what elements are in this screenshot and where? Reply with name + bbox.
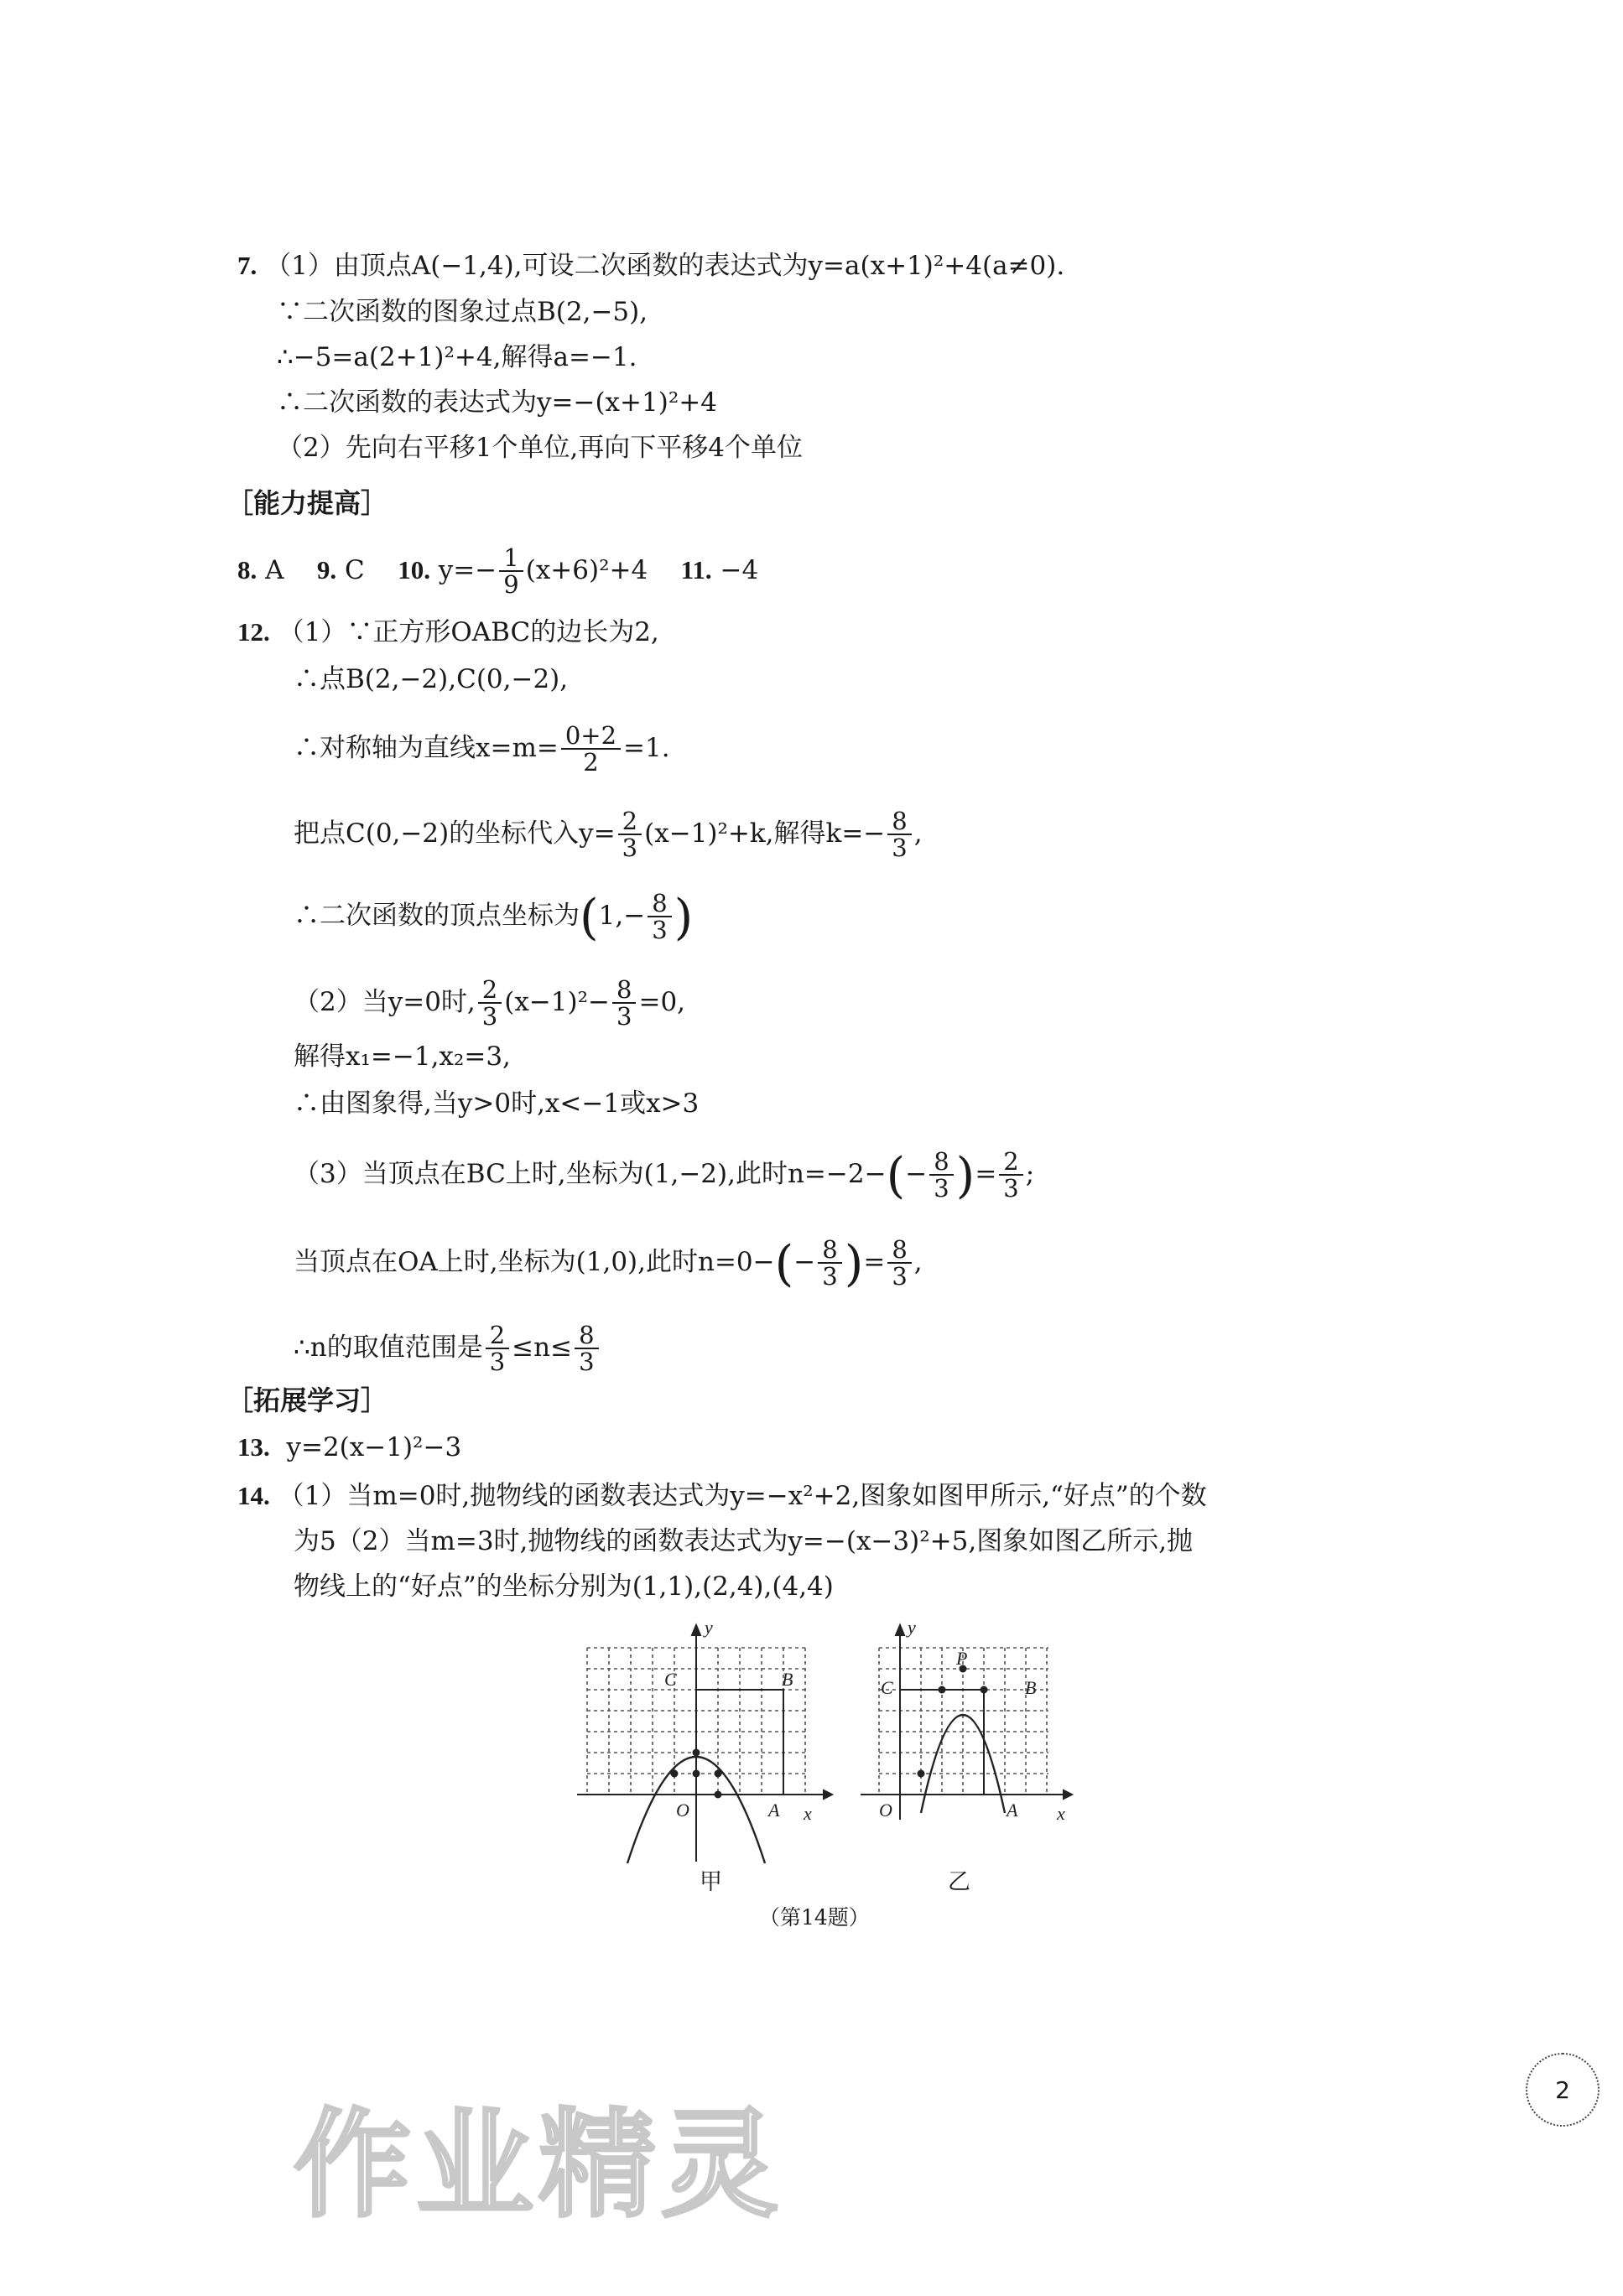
q12-line-10: [294, 1234, 923, 1292]
q12-l9-fraction-2-numerator: 2: [999, 1149, 1022, 1176]
q12-l11-fraction-2-numerator: 8: [575, 1322, 598, 1349]
q7-line-3: ∴−5=a(2+1)²+4,解得a=−1.: [277, 342, 637, 372]
q12-l10-fraction-denominator: 3: [822, 1262, 838, 1291]
q8-answer: A: [265, 554, 284, 585]
q12-l10-fraction-2-numerator: 8: [887, 1237, 911, 1264]
q12-l9-fraction-denominator: 3: [934, 1174, 949, 1203]
q12-l10-post: ,: [913, 1246, 923, 1277]
q12-l11-pre: ∴n的取值范围是: [294, 1332, 483, 1363]
q8-number: 8.: [237, 554, 257, 584]
q12-l11-fraction-numerator: 2: [486, 1322, 509, 1349]
q7-number: 7.: [237, 251, 257, 280]
q12-number: 12.: [237, 617, 270, 647]
figure-yi-name: 乙: [948, 1869, 970, 1895]
q12-l4-fraction-2: [887, 808, 911, 861]
q12-line-9: [294, 1146, 1035, 1204]
q12-l4-fraction-denominator: 3: [622, 834, 638, 863]
q12-line-6: [294, 977, 685, 1030]
q12-l6-fraction-denominator: 3: [481, 1002, 498, 1031]
q12-l5-inner: 1,−: [598, 900, 646, 931]
q11-answer: −4: [720, 554, 759, 585]
q10-fraction-denominator: 9: [503, 570, 519, 600]
q12-l3-fraction: [561, 723, 621, 776]
q12-l6-fraction-2-numerator: 8: [612, 977, 636, 1004]
q12-l5-fraction: [648, 891, 671, 943]
q12-l5-close-paren: ): [674, 888, 694, 946]
q7-line-1: [237, 249, 1064, 283]
q12-l4-pre: 把点C(0,−2)的坐标代入y=: [294, 818, 616, 849]
figure-yi: [856, 1618, 1090, 1853]
q12-l9-inner: −: [905, 1158, 928, 1189]
q13-number: 13.: [237, 1432, 270, 1462]
q9-number: 9.: [316, 554, 337, 584]
yi-label-c: C: [881, 1677, 893, 1698]
q12-l9-fraction: [929, 1149, 953, 1202]
q12-l3-fraction-denominator: 2: [583, 748, 599, 777]
q12-l10-inner: −: [793, 1246, 816, 1277]
q14-line-2: 为5（2）当m=3时,抛物线的函数表达式为y=−(x−3)²+5,图象如图乙所示,抛: [294, 1526, 1194, 1556]
figure-caption: （第14题）: [759, 1905, 870, 1930]
q12-l6-post: =0,: [638, 986, 686, 1017]
q12-l4-fraction-numerator: 2: [618, 808, 642, 835]
q13-line: [237, 1431, 461, 1464]
q12-l4-post: ,: [913, 818, 923, 849]
q7-line-5: （2）先向右平移1个单位,再向下平移4个单位: [277, 433, 804, 463]
q12-l10-fraction-2: [887, 1237, 911, 1290]
q12-l5-pre: ∴二次函数的顶点坐标为: [294, 900, 580, 931]
q10-fraction: [499, 545, 523, 598]
q12-l10-fraction: [818, 1237, 841, 1290]
jia-label-b: B: [782, 1669, 793, 1690]
jia-label-a: A: [768, 1800, 780, 1821]
jia-label-y: y: [705, 1618, 713, 1638]
yi-label-x: x: [1057, 1803, 1065, 1824]
q13-answer: y=2(x−1)²−3: [286, 1432, 462, 1462]
q12-l10-close-paren: ): [844, 1234, 864, 1292]
q14-line-3: 物线上的“好点”的坐标分别为(1,1),(2,4),(4,4): [294, 1571, 834, 1602]
q12-l6-fraction-numerator: 2: [478, 977, 502, 1004]
q10-answer-post: (x+6)²+4: [525, 554, 648, 585]
figure-jia-name: 甲: [700, 1869, 722, 1895]
q12-l4-fraction-2-denominator: 3: [892, 834, 908, 863]
q12-text-1: （1）∵正方形OABC的边长为2,: [278, 617, 659, 647]
jia-label-c: C: [664, 1669, 677, 1690]
watermark-text: 作业精灵: [294, 2097, 784, 2234]
q12-l5-fraction-numerator: 8: [648, 891, 671, 917]
q12-l9-close-paren: ): [955, 1146, 975, 1204]
q12-l10-open-paren: (: [774, 1234, 794, 1292]
q12-l10-fraction-2-denominator: 3: [892, 1262, 908, 1291]
figure-jia: [570, 1618, 839, 1870]
q7-line-4: ∴二次函数的表达式为y=−(x+1)²+4: [277, 387, 717, 418]
q12-l6-fraction-2-denominator: 3: [616, 1002, 632, 1031]
q12-line-3: [294, 723, 670, 776]
q14-number: 14.: [237, 1481, 270, 1510]
q12-line-7: 解得x₁=−1,x₂=3,: [294, 1042, 511, 1072]
q12-l11-fraction: [486, 1322, 509, 1375]
q12-l3-fraction-numerator: 0+2: [561, 723, 621, 750]
q12-l9-pre: （3）当顶点在BC上时,坐标为(1,−2),此时n=−2−: [294, 1158, 887, 1189]
q8-11-line: [237, 545, 758, 598]
q12-l6-pre: （2）当y=0时,: [294, 986, 476, 1017]
q12-l9-post: ;: [1025, 1158, 1035, 1189]
q12-l11-mid: ≤n≤: [512, 1332, 573, 1363]
q12-l9-open-paren: (: [886, 1146, 906, 1204]
yi-label-o: O: [879, 1800, 892, 1821]
q12-l11-fraction-2-denominator: 3: [579, 1348, 595, 1377]
page-number: 2: [1526, 2053, 1600, 2127]
q12-line-8: ∴由图象得,当y>0时,x<−1或x>3: [294, 1088, 700, 1119]
q12-line-2: ∴点B(2,−2),C(0,−2),: [294, 664, 569, 694]
q11-number: 11.: [680, 554, 712, 584]
q10-answer-pre: y=−: [438, 554, 497, 585]
q10-number: 10.: [398, 554, 430, 584]
q12-l10-fraction-numerator: 8: [818, 1237, 841, 1264]
q12-l10-pre: 当顶点在OA上时,坐标为(1,0),此时n=0−: [294, 1246, 775, 1277]
q7-line-2: ∵二次函数的图象过点B(2,−5),: [277, 297, 648, 327]
q12-l9-fraction-numerator: 8: [929, 1149, 953, 1176]
q14-text-1: （1）当m=0时,抛物线的函数表达式为y=−x²+2,图象如图甲所示,“好点”的个数: [278, 1481, 1207, 1511]
yi-label-p: P: [956, 1648, 968, 1669]
q12-l3-pre: ∴对称轴为直线x=m=: [294, 732, 559, 763]
q12-l6-mid: (x−1)²−: [504, 986, 611, 1017]
q12-l10-equals: =: [863, 1246, 886, 1277]
q12-l4-fraction: [618, 808, 642, 861]
section-ability-heading: ［能力提高］: [226, 487, 388, 519]
q12-l6-fraction: [478, 977, 502, 1030]
q7-text-1: （1）由顶点A(−1,4),可设二次函数的表达式为y=a(x+1)²+4(a≠0).: [265, 251, 1065, 281]
q9-answer: C: [345, 554, 365, 585]
q12-line-11: [294, 1322, 601, 1375]
q12-l6-fraction-2: [612, 977, 636, 1030]
section-extend-heading: ［拓展学习］: [226, 1384, 388, 1416]
yi-label-a: A: [1007, 1800, 1018, 1821]
q10-fraction-numerator: 1: [499, 545, 523, 572]
q12-l9-equals: =: [975, 1158, 997, 1189]
yi-label-y: y: [908, 1618, 916, 1638]
q12-line-1: [237, 616, 659, 649]
q12-l9-fraction-2-denominator: 3: [1003, 1174, 1019, 1203]
q12-l4-mid: (x−1)²+k,解得k=−: [644, 818, 886, 849]
jia-label-x: x: [804, 1803, 812, 1824]
q12-l3-post: =1.: [623, 732, 670, 763]
q12-l4-fraction-2-numerator: 8: [887, 808, 911, 835]
q12-l11-fraction-denominator: 3: [489, 1348, 506, 1377]
q12-line-4: [294, 808, 923, 861]
yi-label-b: B: [1025, 1677, 1037, 1698]
q12-l11-fraction-2: [575, 1322, 598, 1375]
q14-line-1: [237, 1479, 1207, 1513]
q12-l5-open-paren: (: [580, 888, 599, 946]
jia-label-o: O: [676, 1800, 689, 1821]
q12-l9-fraction-2: [999, 1149, 1022, 1202]
jia-axes: [577, 1625, 832, 1862]
q12-line-5: [294, 888, 694, 946]
q12-l5-fraction-denominator: 3: [652, 916, 668, 945]
